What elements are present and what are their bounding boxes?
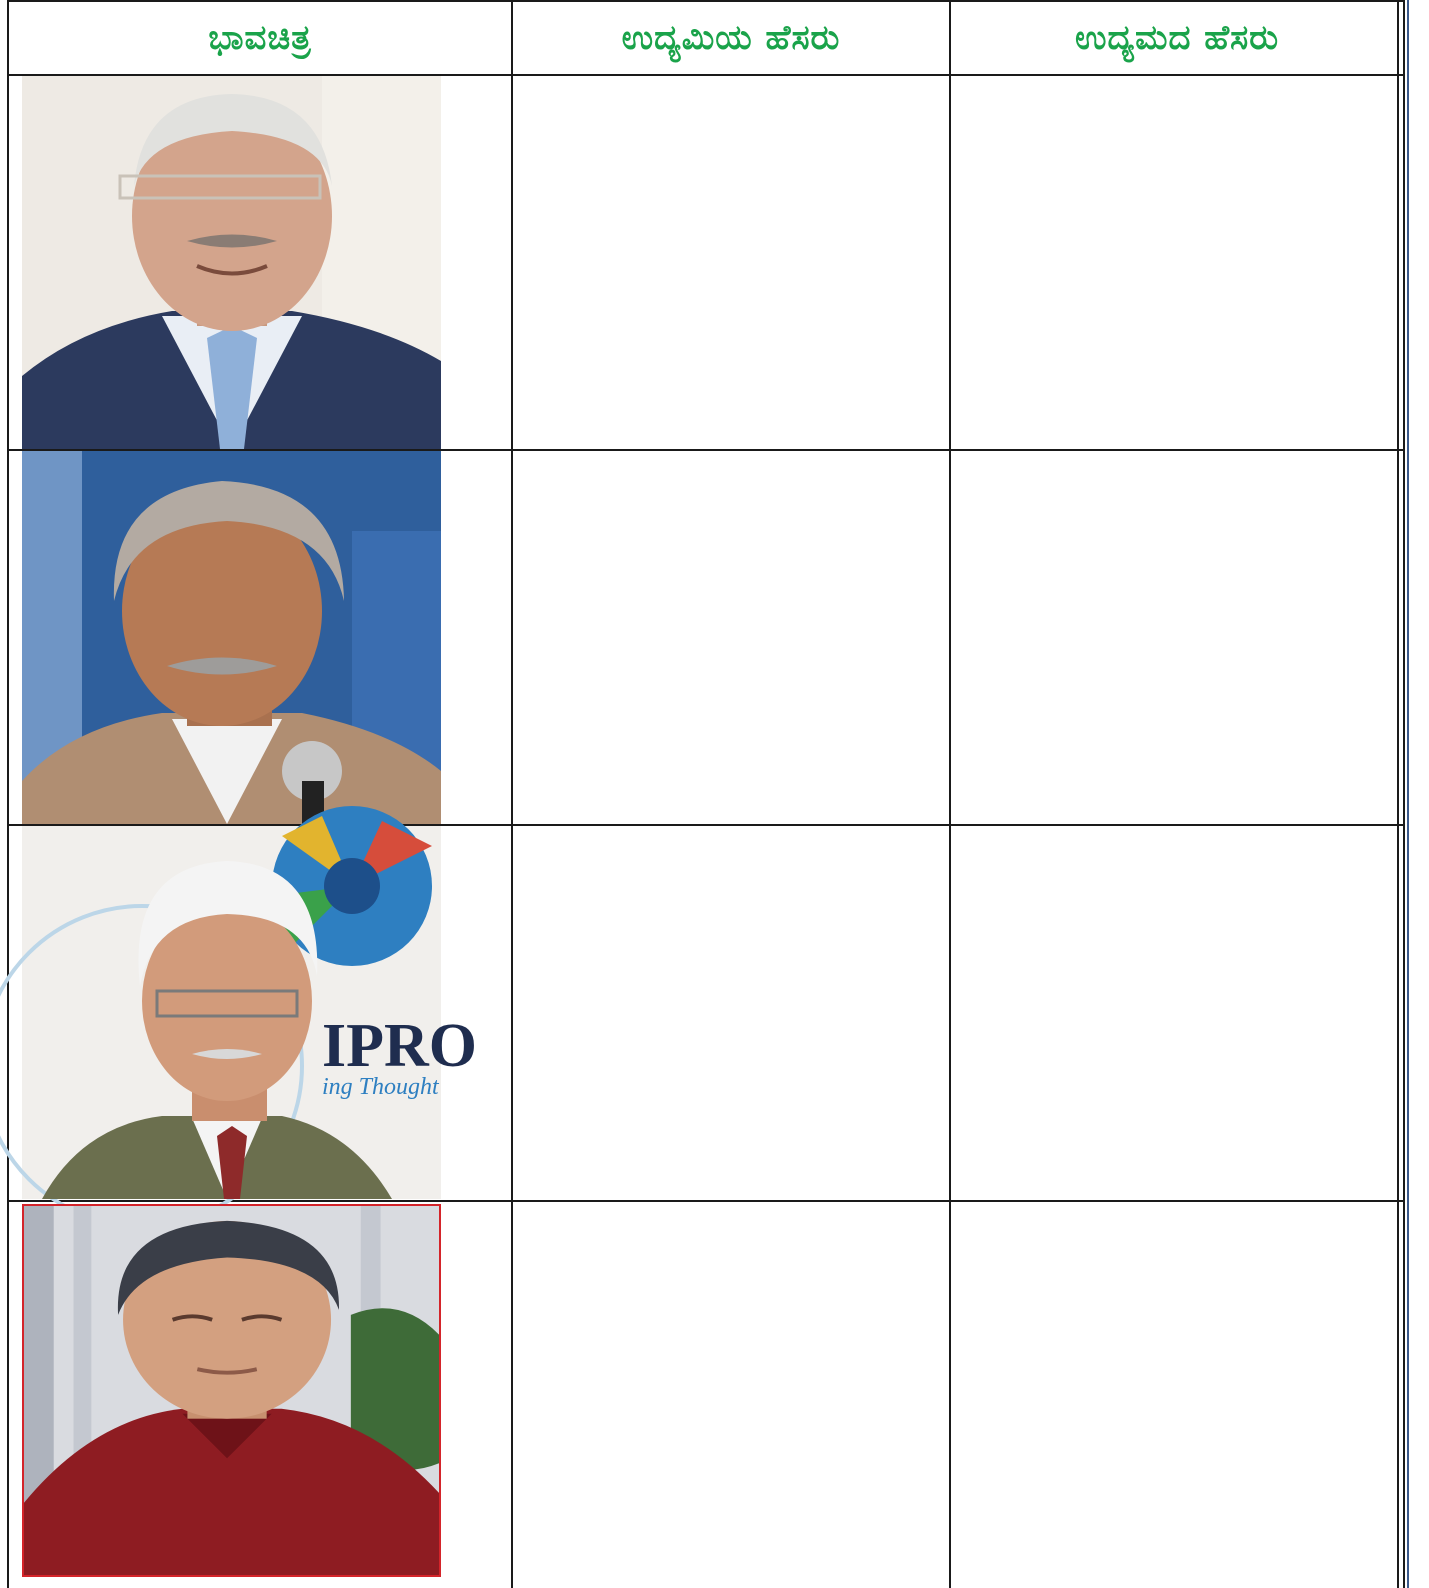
- table-row: [8, 1201, 1404, 1588]
- photo-cell: [8, 75, 512, 450]
- portrait-photo-4: [22, 1204, 441, 1577]
- portrait-photo-3: [22, 826, 477, 1199]
- table-row: [8, 450, 1404, 825]
- header-entrepreneur-name: ಉದ್ಯಮಿಯ ಹೆಸರು: [512, 1, 950, 75]
- industry-name-cell[interactable]: [950, 75, 1404, 450]
- industry-name-cell[interactable]: [950, 450, 1404, 825]
- entrepreneur-name-cell[interactable]: [512, 1201, 950, 1588]
- entrepreneur-name-cell[interactable]: [512, 75, 950, 450]
- table-header-row: [8, 1, 1404, 75]
- portrait-photo-2: [22, 451, 441, 824]
- header-photo: ಭಾವಚಿತ್ರ: [8, 1, 512, 75]
- header-industry-name: ಉದ್ಯಮದ ಹೆಸರು: [950, 1, 1404, 75]
- entrepreneur-name-cell[interactable]: [512, 450, 950, 825]
- industry-name-cell[interactable]: [950, 1201, 1404, 1588]
- entrepreneur-table: [7, 0, 1405, 1588]
- industry-name-cell[interactable]: [950, 825, 1404, 1200]
- portrait-photo-1: [22, 76, 441, 449]
- photo-logo-subtext: ing Thought: [322, 1074, 439, 1101]
- table-row: [8, 75, 1404, 450]
- photo-cell: [8, 450, 512, 825]
- photo-cell: [8, 1201, 512, 1588]
- page-border-rule: [1397, 0, 1409, 1588]
- photo-cell: [8, 825, 512, 1200]
- entrepreneur-name-cell[interactable]: [512, 825, 950, 1200]
- table-row: [8, 825, 1404, 1200]
- photo-logo-text: IPRO: [322, 1012, 477, 1081]
